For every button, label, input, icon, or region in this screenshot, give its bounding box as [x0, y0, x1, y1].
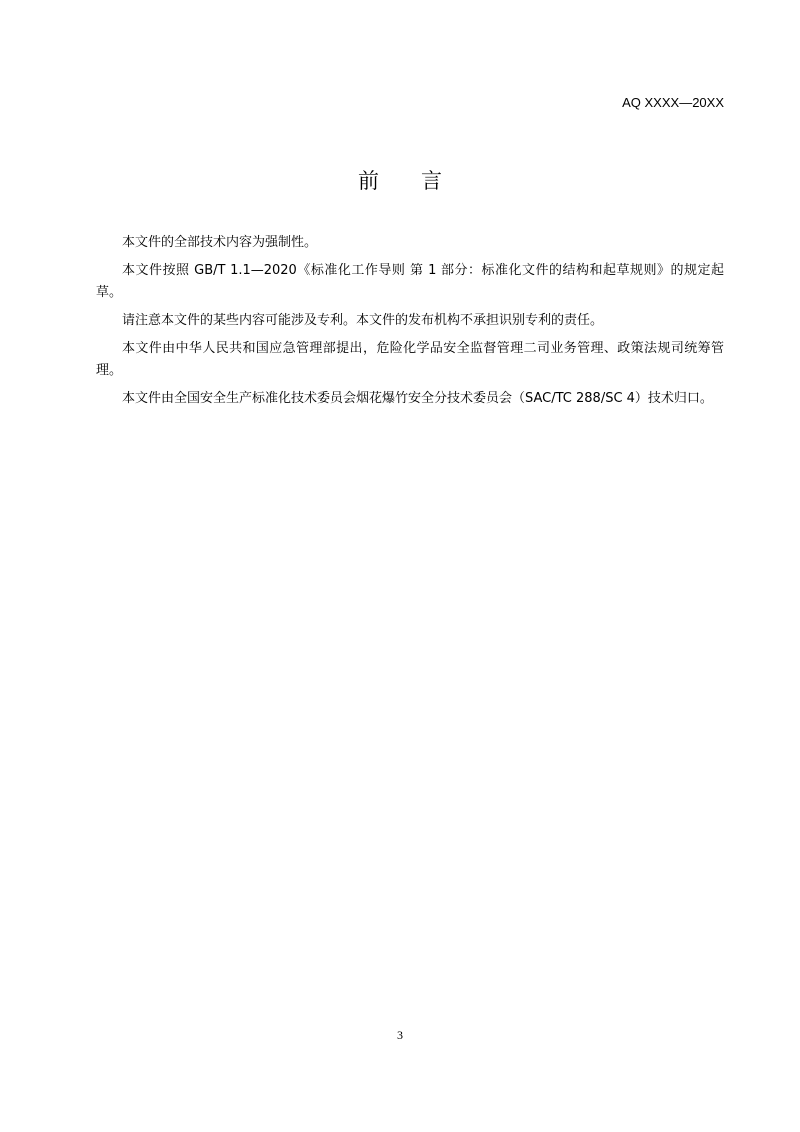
- paragraph-technical-committee: 本文件由全国安全生产标准化技术委员会烟花爆竹安全分技术委员会（SAC/TC 288/SC 4）技术归口。: [122, 391, 713, 406]
- paragraph-proposer: 本文件由中华人民共和国应急管理部提出，危险化学品安全监督管理二司业务管理、政策法规司统筹管理。: [96, 341, 724, 378]
- paragraph-mandatory-content: 本文件的全部技术内容为强制性。: [122, 235, 318, 250]
- foreword-body: [96, 232, 724, 416]
- page-number: 3: [397, 1028, 403, 1042]
- paragraph-drafting-rules: 本文件按照 GB/T 1.1—2020《标准化工作导则 第 1 部分：标准化文件的结构和起草规则》的规定起草。: [96, 263, 724, 300]
- foreword-title: 前言: [358, 169, 484, 193]
- paragraph-patent-notice: 请注意本文件的某些内容可能涉及专利。本文件的发布机构不承担识别专利的责任。: [122, 313, 604, 328]
- document-code: AQ XXXX—20XX: [622, 95, 724, 110]
